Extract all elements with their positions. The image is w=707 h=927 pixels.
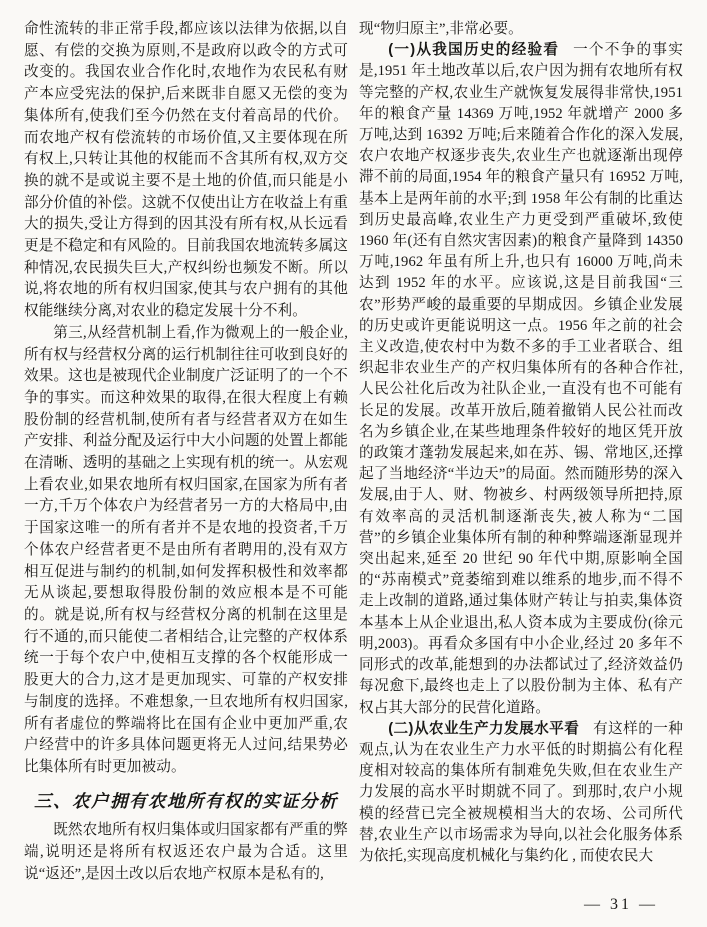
subsection-one-lead: (一)从我国历史的经验看: [388, 42, 560, 59]
paragraph-third-point: 第三,从经营机制上看,作为微观上的一般企业,所有权与经营权分离的运行机制往往可收到良好的效果。这也是被现代企业制度广泛证明了的一个不争的事实。而这种效果的取得,在很大程度上有赖股份制的经营机制,使所有者与经营者双方在如生产安排、利益分配及运行中大小问题的处置上都能在清晰、透明的基础之上实现有机的统一。从宏观上看农业,如果农地所有权归国家,在国家为所有者一方,千万个体农户为经营者另一方的大格局中,由于国家这唯一的所有者并不是农地的投资者,千万个体农户经营者更不是由所有者聘用的,没有双方相互促进与制约的机制,如何发挥积极性和效率都无从谈起,要想取得股份制的效应根本是不可能的。就是说,所有权与经营权分离的机制在这里是行不通的,而只能使二者相结合,让完整的产权体系统一于每个农户中,使相互支撑的各个权能形成一股更大的合力,这才是更加现实、可靠的产权安排与制度的选择。不难想象,一旦农地所有权归国家,所有者虚位的弊端将比在国有企业中更加严重,农户经营中的许多具体问题更将无人过问,结果势必比集体所有时更加被动。: [24, 324, 348, 775]
paragraph-continuation-left: 命性流转的非正常手段,都应该以法律为依据,以自愿、有偿的交换为原则,不是政府以政令的方式可改变的。我国农业合作化时,农地作为农民私有财产本应受宪法的保护,后来既非自愿又无偿的变为集体所有,使我们至今仍然在支付着高昂的代价。而农地产权有偿流转的市场价值,又主要体现在所有权上,只转让其他的权能而不含其所有权,双方交换的就不是或说主要不是土地的价值,而只能是小部分价值的补偿。这就不仅使出让方在收益上有重大的损失,受让方得到的因其没有所有权,从长远看更是不稳定和有风险的。目前我国农地流转多属这种情况,农民损失巨大,产权纠纷也频发不断。所以说,将农地的所有权归国家,使其与农户拥有的其他权能继续分离,对农业的稳定发展十分不利。: [24, 21, 348, 320]
section-heading: 三、农户拥有农地所有权的实证分析: [34, 790, 338, 811]
paragraph-history-experience: [359, 40, 683, 719]
paragraph-continuation-right: 现“物归原主”,非常必要。: [359, 21, 523, 37]
paragraph-return: 既然农地所有权归集体或归国家都有严重的弊端,说明还是将所有权返还农户最为合适。这里说“返还”,是因土改以后农地产权原本是私有的,: [24, 822, 348, 882]
left-column: [24, 19, 348, 885]
subsection-two-lead: (二)从农业生产力发展水平看: [388, 720, 580, 737]
paragraph-productivity-level: [359, 719, 683, 867]
right-column: [359, 19, 683, 867]
subsection-two-text: 有这样的一种观点,认为在农业生产力水平低的时期搞公有化程度相对较高的集体所有制难免失败,但在农业生产力发展的高水平时期就不同了。到那时,农户小规模的经营已完全被规模相当大的农场、公司所代替,农业生产以市场需求为导向,以社会化服务体系为依托,实现高度机械化与集约化 , 而使农民大: [359, 720, 683, 864]
page-number: — 31 —: [584, 896, 658, 913]
subsection-one-text: 一个不争的事实是,1951 年土地改革以后,农户因为拥有农地所有权等完整的产权,农业生产就恢复发展得非常快,1951 年的粮食产量 14369 万吨,1952 年就增产 2000 多万吨,达到 16392 万吨;后来随着合作化的深入发展,农户农地产权逐步丧失,农业生产也就逐渐出现停滞不前的局面,1954 年的粮食产量只有 16952 万吨,基本上是两年前的水平;到 1958 年公有制的比重达到历史最高峰,农业生产力更受到严重破坏,致使 1960 年(还有自然灾害因素)的粮食产量降到 14350 万吨,1962 年虽有所上升,也只有 16000 万吨,尚未达到 1952 年的水平。应该说,这是目前我国“三农”形势严峻的最重要的早期成因。乡镇企业发展的历史或许更能说明这一点。1956 年之前的社会主义改造,使农村中为数不多的手工业者联合、组织起非农业生产的产权归集体所有的各种合作社,人民公社化后改为社队企业,一直没有也不可能有长足的发展。改革开放后,随着撤销人民公社而改名为乡镇企业,在某些地理条件较好的地区凭开放的政策才蓬勃发展起来,如在苏、锡、常地区,还撑起了当地经济“半边天”的局面。然而随形势的深入发展,由于人、财、物被乡、村两级领导所把持,原有效率高的灵活机制逐渐丧失,被人称为“二国营”的乡镇企业集体所有制的种种弊端逐渐显现并突出起来,延至 20 世纪 90 年代中期,原影响全国的“苏南模式”竟萎缩到难以维系的地步,而不得不走上改制的道路,通过集体财产转让与拍卖,集体资本基本上从企业退出,私人资本成为主要成份(徐元明,2003)。再看众多国有中小企业,经过 20 多年不同形式的改革,能想到的办法都试过了,经济效益仍每况愈下,最终也走上了以股份制为主体、私有产权占其大部分的民营化道路。: [359, 42, 683, 716]
